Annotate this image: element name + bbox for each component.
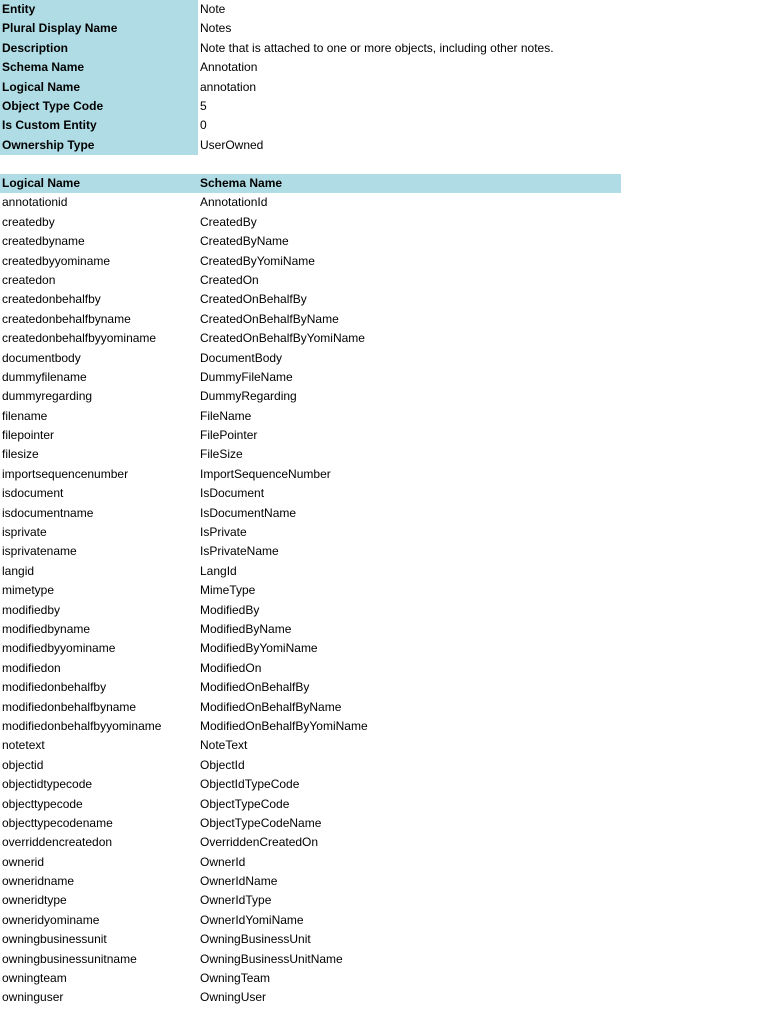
schema-name-cell: OwningBusinessUnitName	[200, 951, 343, 966]
schema-name-cell: OwnerId	[200, 854, 246, 869]
schema-name-cell: OverriddenCreatedOn	[200, 835, 319, 850]
table-row	[0, 698, 621, 717]
entity-info-value: Annotation	[200, 60, 258, 75]
logical-name-cell: createdon	[2, 272, 56, 287]
entity-info-row	[0, 0, 554, 19]
schema-name-cell: OwningBusinessUnit	[200, 932, 311, 947]
table-row	[0, 814, 621, 833]
logical-name-cell: objectidtypecode	[2, 777, 93, 792]
table-row	[0, 290, 621, 309]
entity-info-row	[0, 19, 554, 38]
entity-info-value: 5	[200, 98, 207, 113]
table-row	[0, 891, 621, 910]
entity-info-label: Logical Name	[0, 78, 198, 97]
schema-name-cell: DocumentBody	[200, 350, 283, 365]
logical-name-cell: modifiedon	[2, 660, 61, 675]
schema-name-cell: ModifiedOn	[200, 660, 262, 675]
logical-name-cell: documentbody	[2, 350, 81, 365]
logical-name-cell: owneridtype	[2, 893, 67, 908]
logical-name-cell: modifiedby	[2, 602, 61, 617]
schema-name-cell: CreatedOnBehalfByYomiName	[200, 331, 365, 346]
table-row	[0, 659, 621, 678]
schema-name-cell: ObjectId	[200, 757, 245, 772]
schema-name-cell: IsDocument	[200, 486, 265, 501]
table-row	[0, 601, 621, 620]
table-row	[0, 407, 621, 426]
table-row	[0, 969, 621, 988]
table-row	[0, 736, 621, 755]
schema-name-cell: FileName	[200, 408, 252, 423]
header-logical-name: Logical Name	[2, 176, 81, 190]
schema-name-cell: OwnerIdType	[200, 893, 272, 908]
table-row	[0, 504, 621, 523]
logical-name-cell: filepointer	[2, 428, 55, 443]
schema-name-cell: OwnerIdName	[200, 874, 278, 889]
table-row	[0, 930, 621, 949]
entity-info-row	[0, 97, 554, 116]
table-row	[0, 271, 621, 290]
table-row	[0, 387, 621, 406]
schema-name-cell: OwningUser	[200, 990, 267, 1005]
table-row	[0, 329, 621, 348]
table-row	[0, 678, 621, 697]
entity-info-label: Object Type Code	[0, 97, 198, 116]
logical-name-cell: dummyregarding	[2, 389, 93, 404]
schema-name-cell: OwnerIdYomiName	[200, 912, 304, 927]
logical-name-cell: objecttypecodename	[2, 815, 113, 830]
table-row	[0, 465, 621, 484]
logical-name-cell: modifiedbyyominame	[2, 641, 116, 656]
logical-name-cell: mimetype	[2, 583, 55, 598]
schema-name-cell: ModifiedOnBehalfByName	[200, 699, 342, 714]
table-row	[0, 581, 621, 600]
attribute-table	[0, 174, 621, 1008]
entity-info-row	[0, 116, 554, 135]
table-row	[0, 310, 621, 329]
schema-name-cell: CreatedByYomiName	[200, 253, 315, 268]
table-row	[0, 445, 621, 464]
logical-name-cell: modifiedonbehalfby	[2, 680, 107, 695]
logical-name-cell: dummyfilename	[2, 369, 87, 384]
attribute-table-header	[0, 174, 621, 193]
logical-name-cell: createdby	[2, 214, 55, 229]
table-row	[0, 542, 621, 561]
entity-info-table	[0, 0, 554, 155]
logical-name-cell: langid	[2, 563, 35, 578]
table-row	[0, 872, 621, 891]
schema-name-cell: IsDocumentName	[200, 505, 297, 520]
schema-name-cell: ModifiedByName	[200, 621, 292, 636]
logical-name-cell: annotationid	[2, 195, 68, 210]
logical-name-cell: modifiedonbehalfbyyominame	[2, 718, 162, 733]
entity-info-row	[0, 78, 554, 97]
schema-name-cell: CreatedOn	[200, 272, 259, 287]
logical-name-cell: createdbyyominame	[2, 253, 111, 268]
entity-info-value: UserOwned	[200, 137, 264, 152]
entity-info-value: Note that is attached to one or more objects, including other notes.	[200, 40, 554, 55]
logical-name-cell: owneridname	[2, 874, 75, 889]
entity-info-value: 0	[200, 118, 207, 133]
logical-name-cell: isprivatename	[2, 544, 77, 559]
schema-name-cell: ModifiedBy	[200, 602, 260, 617]
logical-name-cell: modifiedbyname	[2, 621, 91, 636]
schema-name-cell: CreatedOnBehalfByName	[200, 311, 339, 326]
schema-name-cell: CreatedBy	[200, 214, 257, 229]
entity-info-row	[0, 39, 554, 58]
table-row	[0, 639, 621, 658]
schema-name-cell: FilePointer	[200, 428, 258, 443]
logical-name-cell: overriddencreatedon	[2, 835, 113, 850]
entity-info-label: Ownership Type	[0, 136, 198, 155]
logical-name-cell: isdocument	[2, 486, 64, 501]
table-row	[0, 988, 621, 1007]
table-row	[0, 213, 621, 232]
table-row	[0, 620, 621, 639]
schema-name-cell: ModifiedOnBehalfByYomiName	[200, 718, 368, 733]
table-row	[0, 562, 621, 581]
logical-name-cell: filename	[2, 408, 48, 423]
table-row	[0, 853, 621, 872]
logical-name-cell: owningbusinessunit	[2, 932, 107, 947]
schema-name-cell: DummyFileName	[200, 369, 293, 384]
logical-name-cell: createdonbehalfby	[2, 292, 101, 307]
table-row	[0, 426, 621, 445]
table-row	[0, 252, 621, 271]
table-row	[0, 833, 621, 852]
entity-info-row	[0, 58, 554, 77]
entity-info-label: Description	[0, 39, 198, 58]
entity-info-label: Plural Display Name	[0, 19, 198, 38]
schema-name-cell: ImportSequenceNumber	[200, 466, 331, 481]
table-row	[0, 756, 621, 775]
logical-name-cell: notetext	[2, 738, 45, 753]
logical-name-cell: owningbusinessunitname	[2, 951, 137, 966]
entity-info-value: Note	[200, 2, 226, 16]
schema-name-cell: NoteText	[200, 738, 248, 753]
entity-info-label: Schema Name	[0, 58, 198, 77]
entity-info-row	[0, 136, 554, 155]
header-schema-name: Schema Name	[200, 176, 283, 190]
table-row	[0, 523, 621, 542]
schema-name-cell: IsPrivate	[200, 525, 247, 540]
logical-name-cell: modifiedonbehalfbyname	[2, 699, 137, 714]
schema-name-cell: ModifiedByYomiName	[200, 641, 318, 656]
table-row	[0, 193, 621, 212]
schema-name-cell: ObjectIdTypeCode	[200, 777, 300, 792]
logical-name-cell: isprivate	[2, 525, 47, 540]
logical-name-cell: owninguser	[2, 990, 64, 1005]
table-row	[0, 349, 621, 368]
table-row	[0, 775, 621, 794]
logical-name-cell: ownerid	[2, 854, 45, 869]
logical-name-cell: owneridyominame	[2, 912, 100, 927]
logical-name-cell: createdonbehalfbyyominame	[2, 331, 157, 346]
logical-name-cell: importsequencenumber	[2, 466, 129, 481]
table-row	[0, 950, 621, 969]
logical-name-cell: objecttypecode	[2, 796, 83, 811]
schema-name-cell: AnnotationId	[200, 195, 268, 210]
entity-info-label: Is Custom Entity	[0, 116, 198, 135]
logical-name-cell: createdonbehalfbyname	[2, 311, 131, 326]
table-row	[0, 795, 621, 814]
schema-name-cell: DummyRegarding	[200, 389, 297, 404]
table-row	[0, 717, 621, 736]
schema-name-cell: IsPrivateName	[200, 544, 279, 559]
attribute-rows	[0, 193, 621, 1007]
table-row	[0, 484, 621, 503]
logical-name-cell: objectid	[2, 757, 44, 772]
table-row	[0, 911, 621, 930]
entity-info-label: Entity	[0, 0, 198, 19]
schema-name-cell: CreatedByName	[200, 234, 289, 249]
entity-info-value: annotation	[200, 79, 257, 94]
schema-name-cell: MimeType	[200, 583, 256, 598]
logical-name-cell: filesize	[2, 447, 39, 462]
schema-name-cell: ObjectTypeCodeName	[200, 815, 322, 830]
entity-info-value: Notes	[200, 21, 232, 36]
logical-name-cell: createdbyname	[2, 234, 85, 249]
schema-name-cell: ObjectTypeCode	[200, 796, 290, 811]
logical-name-cell: owningteam	[2, 971, 67, 986]
schema-name-cell: OwningTeam	[200, 971, 271, 986]
schema-name-cell: FileSize	[200, 447, 243, 462]
schema-name-cell: CreatedOnBehalfBy	[200, 292, 307, 307]
table-row	[0, 368, 621, 387]
schema-name-cell: LangId	[200, 563, 237, 578]
table-row	[0, 232, 621, 251]
logical-name-cell: isdocumentname	[2, 505, 94, 520]
schema-name-cell: ModifiedOnBehalfBy	[200, 680, 310, 695]
